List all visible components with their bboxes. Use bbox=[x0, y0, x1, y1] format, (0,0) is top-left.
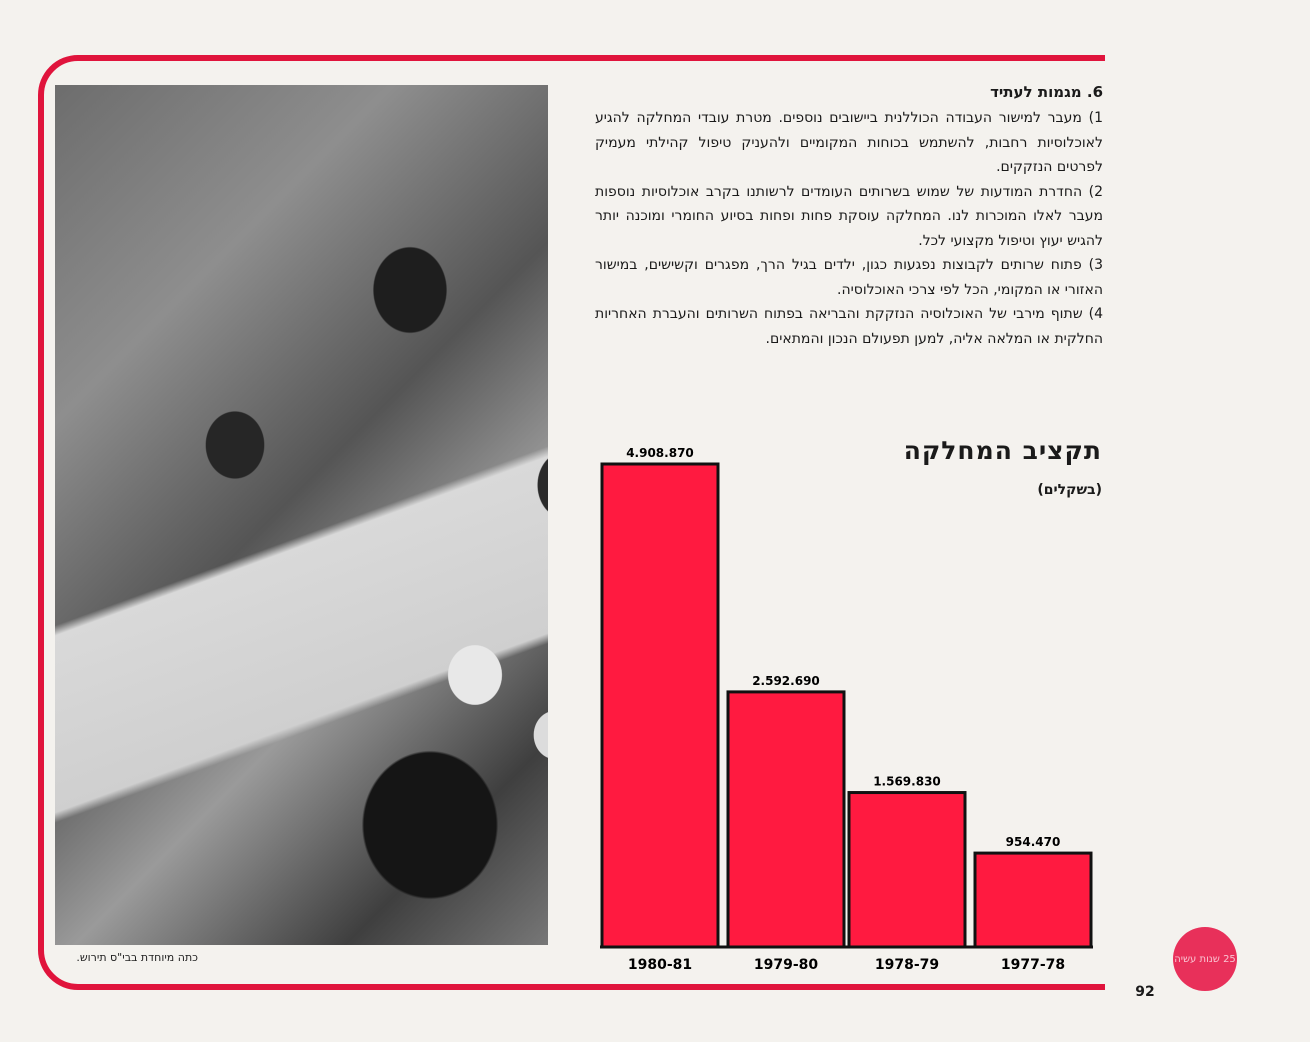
classroom-photo bbox=[55, 85, 548, 945]
frame-gap bbox=[1105, 40, 1175, 1010]
bar-1977-78 bbox=[975, 853, 1091, 947]
bar-1979-80 bbox=[728, 692, 844, 947]
paragraph-2: 2) החדרת המודעות של שמוש בשרותים העומדים לרשותנו בקרב אוכלוסיות נוספות מעבר לאלו המוכרות לנו. המחלקה עוסקת פחות ופחות בסיוע החומרי ומוכנה יותר להגיש יעוץ וטיפול מקצועי לכל. bbox=[595, 183, 1103, 249]
chart-subtitle: (בשקלים) bbox=[1037, 482, 1102, 498]
budget-bar-chart bbox=[590, 430, 1110, 980]
page-number: 92 bbox=[1135, 984, 1155, 1000]
value-label-1978-79: 1.569.830 bbox=[873, 774, 941, 789]
photo-caption: כתה מיוחדת בבי"ס תירוש. bbox=[76, 951, 198, 964]
category-label-1979-80: 1979-80 bbox=[753, 957, 819, 973]
text-block bbox=[595, 82, 1103, 351]
category-label-1978-79: 1978-79 bbox=[874, 957, 940, 973]
bar-1978-79 bbox=[849, 793, 965, 947]
paragraph-3: 3) פתוח שרותים לקבוצות נפגעות כגון, ילדים בגיל הרך, מפגרים וקשישים, במישור האזורי או המקומי, הכל לפי צרכי האוכלוסיה. bbox=[595, 257, 1103, 298]
bar-1980-81 bbox=[602, 464, 718, 947]
chart-title: תקציב המחלקה bbox=[903, 436, 1102, 465]
category-label-1977-78: 1977-78 bbox=[1000, 957, 1066, 973]
value-label-1979-80: 2.592.690 bbox=[752, 673, 820, 688]
section-title: 6. מגמות לעתיד bbox=[990, 83, 1103, 101]
anniversary-badge bbox=[1173, 927, 1237, 991]
category-label-1980-81: 1980-81 bbox=[627, 957, 693, 973]
badge-text: 25 שנות עשיה bbox=[1174, 953, 1236, 965]
paragraph-1: 1) מעבר למישור העבודה הכוללנית ביישובים נוספים. מטרת עובדי המחלקה להגיע לאוכלוסיות רחבות, להשתמש בכוחות המקומיים ולהעניק טיפול קהילתי מעמיק לפרטים הנזקקים. bbox=[595, 110, 1103, 175]
value-label-1980-81: 4.908.870 bbox=[626, 446, 694, 460]
value-label-1977-78: 954.470 bbox=[1005, 835, 1061, 850]
paragraph-4: 4) שתוף מירבי של האוכלוסיה הנזקקת והבריאה בפתוח השרותים והעברת האחריות החלקית או המלאה אליה, למען תפעולם הנכון והמתאים. bbox=[595, 306, 1103, 347]
